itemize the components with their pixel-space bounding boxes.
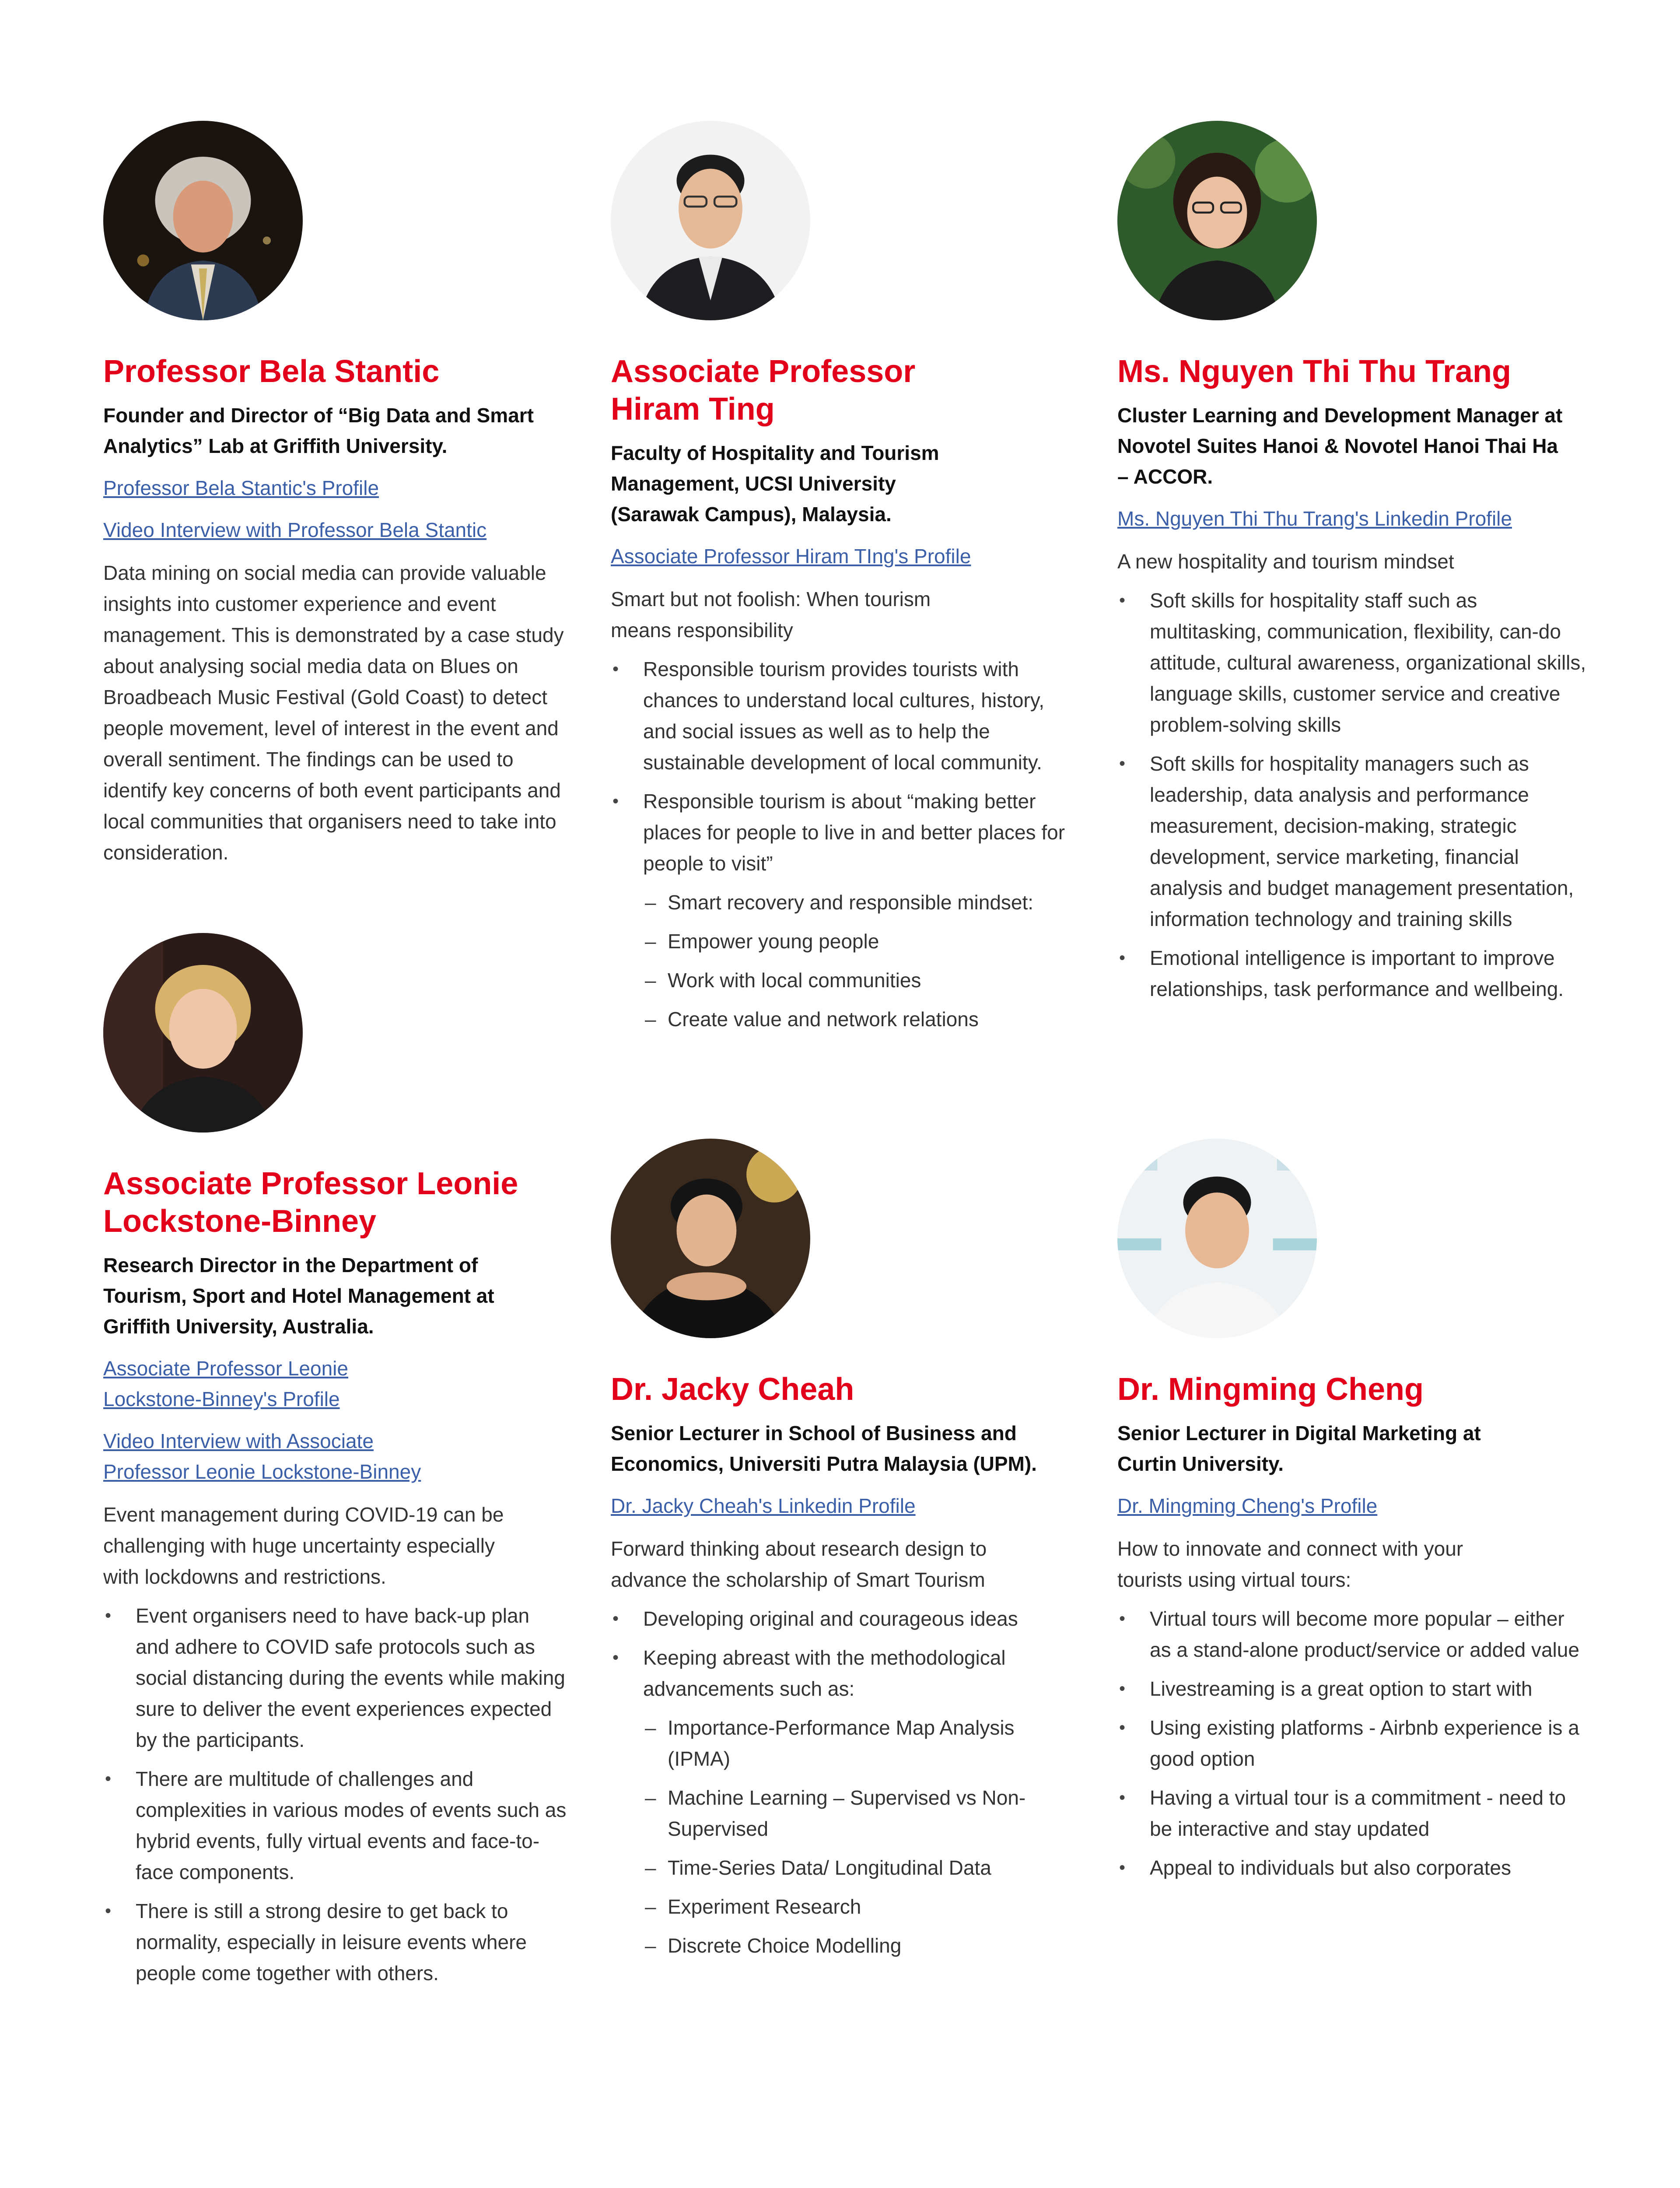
talk-title: Forward thinking about research design to advance the scholarship of Smart Tourism	[611, 1537, 987, 1591]
list-item: • Keeping abreast with the methodological advancements such as:	[611, 1642, 1074, 1704]
list-item: • There are multitude of challenges and complexities in various modes of events such as hybrid events, fully virtual events and face-to-face components.	[103, 1764, 567, 1888]
profile-link[interactable]: Associate Professor Leonie Lockstone-Binney's Profile	[103, 1357, 348, 1410]
speaker-role: Faculty of Hospitality and Tourism Management, UCSI University (Sarawak Campus), Malaysia.	[611, 442, 939, 526]
list-item: • Event organisers need to have back-up plan and adhere to COVID safe protocols such as social distancing during the events while making sure to deliver the event experiences expected by the participants.	[103, 1600, 567, 1756]
list-item: – Experiment Research	[643, 1891, 1074, 1922]
profile-link[interactable]: Dr. Mingming Cheng's Profile	[1117, 1494, 1378, 1517]
video-interview-link[interactable]: Video Interview with Associate Professor Leonie Lockstone-Binney	[103, 1430, 421, 1483]
speaker-name: Dr. Jacky Cheah	[611, 1372, 854, 1407]
list-item: – Discrete Choice Modelling	[643, 1930, 1074, 1961]
portrait-photo	[103, 933, 303, 1133]
speaker-role: Research Director in the Department of Tourism, Sport and Hotel Management at Griffith University, Australia.	[103, 1254, 494, 1338]
video-interview-link[interactable]: Video Interview with Professor Bela Stantic	[103, 519, 487, 541]
list-item: • Using existing platforms - Airbnb experience is a good option	[1117, 1712, 1590, 1774]
talk-title: Smart but not foolish: When tourism means responsibility	[611, 588, 931, 642]
key-points-list	[1117, 1603, 1590, 1883]
list-item: – Smart recovery and responsible mindset:	[643, 887, 1074, 918]
list-item: • Emotional intelligence is important to improve relationships, task performance and wellbeing.	[1117, 943, 1590, 1005]
list-item: • Appeal to individuals but also corporates	[1117, 1852, 1590, 1883]
speaker-role: Senior Lecturer in Digital Marketing at Curtin University.	[1117, 1422, 1481, 1475]
speaker-name: Associate Professor Leonie Lockstone-Binney	[103, 1166, 518, 1239]
profile-link[interactable]: Professor Bela Stantic's Profile	[103, 477, 379, 499]
list-item: – Time-Series Data/ Longitudinal Data	[643, 1852, 1074, 1883]
speaker-name: Dr. Mingming Cheng	[1117, 1372, 1424, 1407]
list-item: • Developing original and courageous ideas	[611, 1603, 1074, 1634]
list-item: • Livestreaming is a great option to start with	[1117, 1673, 1590, 1704]
speaker-role: Senior Lecturer in School of Business and Economics, Universiti Putra Malaysia (UPM).	[611, 1422, 1037, 1475]
portrait-photo	[1117, 121, 1317, 320]
speaker-card-jacky-cheah	[611, 1139, 1074, 1961]
talk-summary: Data mining on social media can provide valuable insights into customer experience and event management. This is demonstrated by a case study about analysing social media data on Blues on Broadbeach Music Festival (Gold Coast) to detect people movement, level of interest in the event and overall sentiment. The findings can be used to identify key concerns of both event participants and local communities that organisers need to take into consideration.	[103, 561, 564, 864]
key-points-list	[1117, 585, 1590, 1005]
list-item: – Machine Learning – Supervised vs Non-Supervised	[643, 1782, 1074, 1844]
speaker-role: Cluster Learning and Development Manager at Novotel Suites Hanoi & Novotel Hanoi Thai Ha – ACCOR.	[1117, 404, 1563, 488]
talk-title: A new hospitality and tourism mindset	[1117, 550, 1454, 573]
list-item: • Responsible tourism is about “making better places for people to live in and better places for people to visit”	[611, 786, 1074, 879]
list-item: – Empower young people	[643, 926, 1074, 957]
speaker-name: Professor Bela Stantic	[103, 354, 440, 389]
sub-points-list	[611, 1712, 1074, 1961]
profile-link[interactable]: Associate Professor Hiram TIng's Profile	[611, 545, 971, 568]
list-item: • Having a virtual tour is a commitment - need to be interactive and stay updated	[1117, 1782, 1590, 1844]
portrait-photo	[103, 121, 303, 320]
list-item: – Work with local communities	[643, 965, 1074, 996]
list-item: • Responsible tourism provides tourists with chances to understand local cultures, history, and social issues as well as to help the sustainable development of local community.	[611, 654, 1074, 778]
speaker-name: Associate Professor Hiram Ting	[611, 354, 916, 427]
key-points-list	[611, 654, 1074, 879]
talk-title: How to innovate and connect with your tourists using virtual tours:	[1117, 1537, 1463, 1591]
speaker-card-leonie-lockstone-binney	[103, 933, 567, 1989]
speaker-card-hiram-ting	[611, 121, 1074, 1035]
list-item: • There is still a strong desire to get back to normality, especially in leisure events where people come together with others.	[103, 1896, 567, 1989]
linkedin-profile-link[interactable]: Dr. Jacky Cheah's Linkedin Profile	[611, 1494, 916, 1517]
speaker-name: Ms. Nguyen Thi Thu Trang	[1117, 354, 1511, 389]
speaker-card-mingming-cheng	[1117, 1139, 1590, 1883]
speaker-card-bela-stantic	[103, 121, 567, 868]
list-item: • Soft skills for hospitality staff such as multitasking, communication, flexibility, can-do attitude, cultural awareness, organizational skills, language skills, customer service and creative problem-solving skills	[1117, 585, 1590, 740]
list-item: • Virtual tours will become more popular – either as a stand-alone product/service or added value	[1117, 1603, 1590, 1666]
talk-summary: Event management during COVID-19 can be challenging with huge uncertainty especially with lockdowns and restrictions.	[103, 1503, 504, 1588]
key-points-list	[103, 1600, 567, 1989]
list-item: – Importance-Performance Map Analysis (IPMA)	[643, 1712, 1074, 1774]
portrait-photo	[611, 1139, 810, 1338]
speaker-role: Founder and Director of “Big Data and Smart Analytics” Lab at Griffith University.	[103, 404, 534, 457]
sub-points-list	[611, 887, 1074, 1035]
portrait-photo	[1117, 1139, 1317, 1338]
list-item: – Create value and network relations	[643, 1004, 1074, 1035]
linkedin-profile-link[interactable]: Ms. Nguyen Thi Thu Trang's Linkedin Profile	[1117, 507, 1512, 530]
list-item: • Soft skills for hospitality managers such as leadership, data analysis and performance measurement, decision-making, strategic development, service marketing, financial analysis and budget management presentation, information technology and training skills	[1117, 748, 1590, 935]
portrait-photo	[611, 121, 810, 320]
key-points-list	[611, 1603, 1074, 1704]
speaker-card-nguyen-thi-thu-trang	[1117, 121, 1590, 1005]
